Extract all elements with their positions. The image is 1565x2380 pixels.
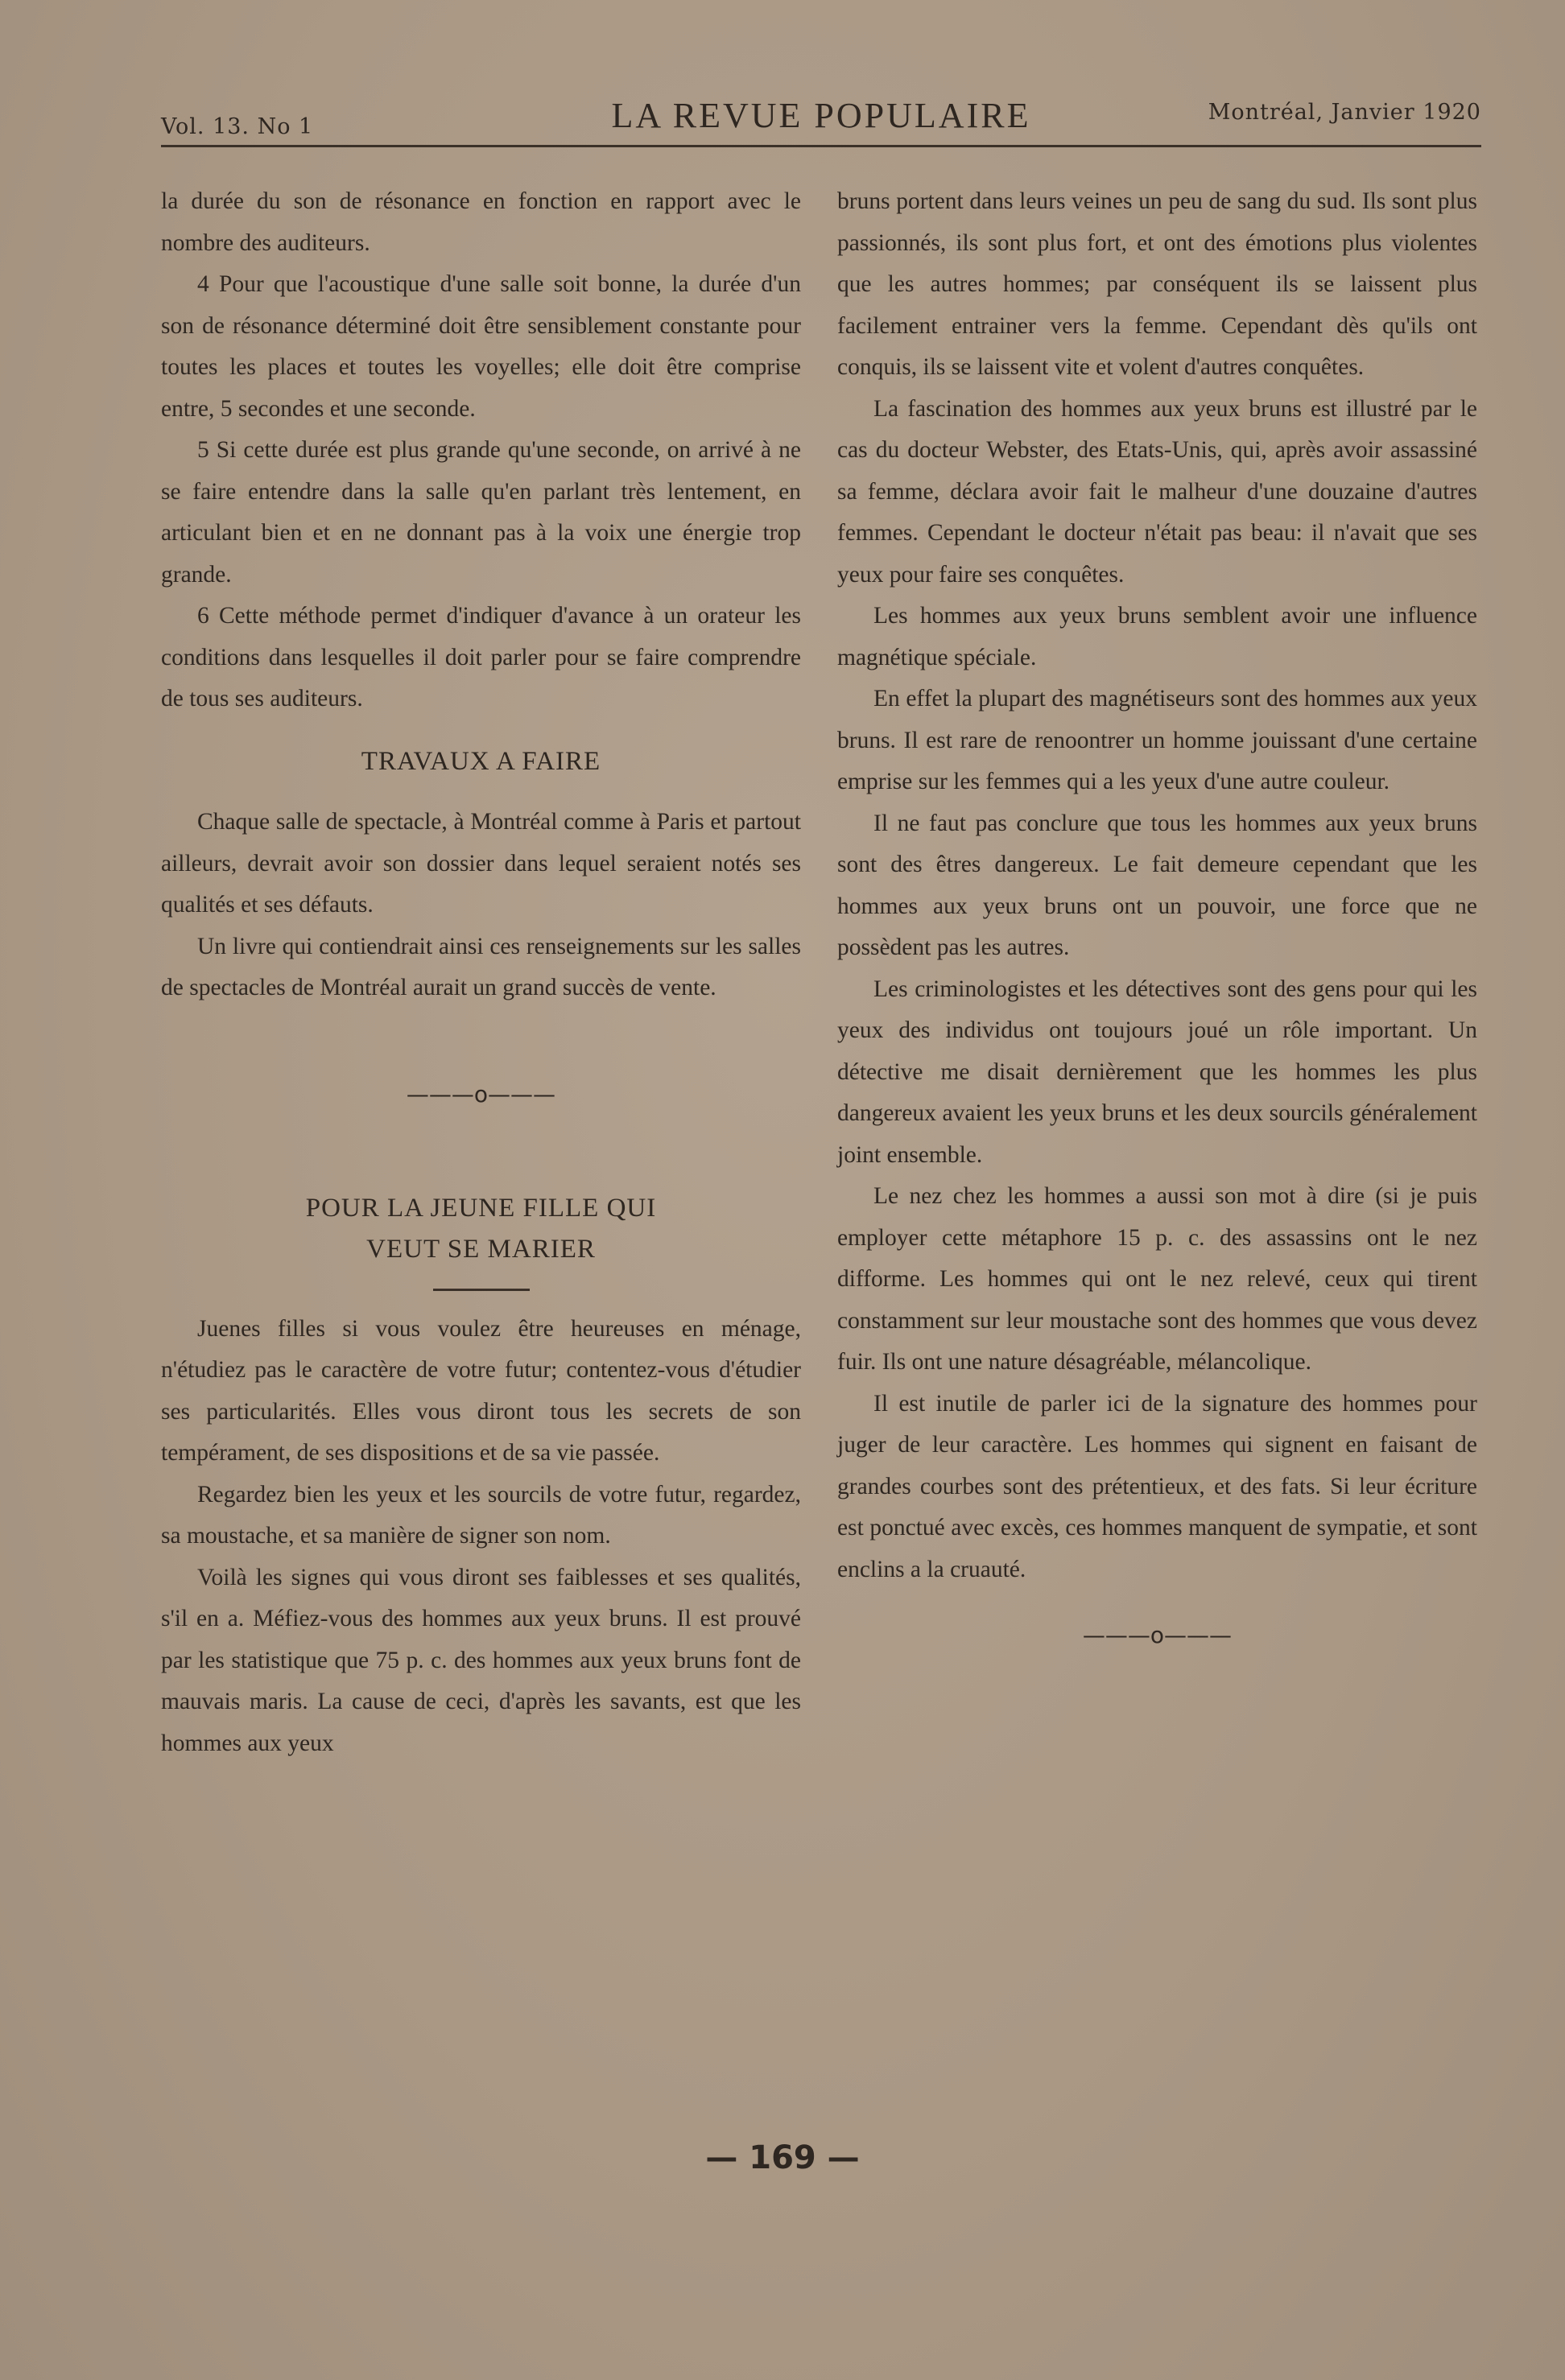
separator-ornament: ———o——— [1082, 1622, 1233, 1649]
paragraph: La fascination des hommes aux yeux bruns est illustré par le cas du docteur Webster, des Etats-Unis, qui, après avoir assassiné sa femme, déclara avoir fait le malheur d'une douzaine d'autres femmes. Cependant le docteur n'était pas beau: il n'avait que ses yeux pour faire ses conquêtes. [837, 395, 1477, 588]
right-column [837, 181, 1477, 1656]
paragraph: En effet la plupart des magnétiseurs sont des hommes aux yeux bruns. Il est rare de renoontrer un homme jouissant d'une certaine emprise sur les femmes qui a les yeux d'une autre couleur. [837, 686, 1477, 794]
paragraph: Il est inutile de parler ici de la signature des hommes pour juger de leur caractère. Les hommes qui signent en faisant de grandes courbes sont des prétentieux, et des fats. Si leur écriture est ponctué avec excès, ces hommes manquent de sympatie, et sont enclins a la cruauté. [837, 1390, 1477, 1582]
section-separator [837, 1615, 1477, 1656]
publication-title: LA REVUE POPULAIRE [611, 96, 1031, 135]
separator-ornament: ———o——— [406, 1080, 556, 1108]
page-header [161, 90, 1481, 146]
paragraph: Voilà les signes qui vous diront ses faiblesses et ses qualités, s'il en a. Méfiez-vous des hommes aux yeux bruns. Il est prouvé par les statistique que 75 p. c. des hommes aux yeux bruns font de mauvais maris. La cause de ceci, d'après les savants, est que les hommes aux yeux [161, 1564, 801, 1756]
article-heading-line1: POUR LA JEUNE FILLE QUI [305, 1193, 657, 1223]
section-heading-travaux: TRAVAUX A FAIRE [361, 746, 601, 776]
paragraph: la durée du son de résonance en fonction en rapport avec le nombre des auditeurs. [161, 188, 801, 256]
paragraph: 6 Cette méthode permet d'indiquer d'avance à un orateur les conditions dans lesquelles il doit parler pour se faire comprendre de tous ses auditeurs. [161, 603, 801, 712]
section-separator [161, 1074, 801, 1116]
paragraph: bruns portent dans leurs veines un peu de sang du sud. Ils sont plus passionnés, ils sont plus fort, et ont des émotions plus violentes que les autres hommes; par conséquent ils se laissent plus facilement entrainer vers la femme. Cependant dès qu'ils ont conquis, ils se laissent vite et volent d'autres conquêtes. [837, 188, 1477, 380]
paragraph: Regardez bien les yeux et les sourcils de votre futur, regardez, sa moustache, et sa manière de signer son nom. [161, 1481, 801, 1549]
paragraph: Chaque salle de spectacle, à Montréal comme à Paris et partout ailleurs, devrait avoir son dossier dans lequel seraient notés ses qualités et ses défauts. [161, 809, 801, 918]
header-rule [161, 145, 1481, 147]
left-column [161, 181, 801, 1764]
paragraph: 4 Pour que l'acoustique d'une salle soit bonne, la durée d'un son de résonance déterminé doit être sensiblement constante pour toutes les places et toutes les voyelles; elle doit être comprise entre, 5 secondes et une seconde. [161, 271, 801, 422]
paragraph: Les criminologistes et les détectives sont des gens pour qui les yeux des individus ont toujours joué un rôle important. Un détective me disait dernièrement que les hommes les plus dangereux avaient les yeux bruns et les deux sourcils généralement joint ensemble. [837, 976, 1477, 1168]
paragraph: Juenes filles si vous voulez être heureuses en ménage, n'étudiez pas le caractère de votre futur; contentez-vous d'étudier ses particularités. Elles vous diront tous les secrets de son tempérament, de ses dispositions et de sa vie passée. [161, 1315, 801, 1466]
page-number: — 169 — [705, 2139, 860, 2176]
paragraph: Il ne faut pas conclure que tous les hommes aux yeux bruns sont des êtres dangereux. Le fait demeure cependant que les hommes aux yeux bruns ont un pouvoir, une force que ne possèdent pas les autres. [837, 810, 1477, 960]
paragraph: Le nez chez les hommes a aussi son mot à dire (si je puis employer cette métaphore 15 p. c. des assassins ont le nez difforme. Les hommes qui ont le nez relevé, ceux qui tirent constamment sur leur moustache sont des hommes que vous devez fuir. Ils ont une nature désagréable, mélancolique. [837, 1183, 1477, 1375]
paragraph: 5 Si cette durée est plus grande qu'une seconde, on arrivé à ne se faire entendre dans la salle qu'en parlant très lentement, en articulant bien et en ne donnant pas à la voix une énergie trop grande. [161, 437, 801, 588]
article-heading-line2: VEUT SE MARIER [366, 1235, 596, 1264]
paragraph: Un livre qui contiendrait ainsi ces renseignements sur les salles de spectacles de Montréal aurait un grand succès de vente. [161, 933, 801, 1000]
paragraph: Les hommes aux yeux bruns semblent avoir une influence magnétique spéciale. [837, 603, 1477, 670]
volume-number: Vol. 13. No 1 [161, 114, 314, 139]
issue-date: Montréal, Janvier 1920 [1208, 100, 1481, 125]
